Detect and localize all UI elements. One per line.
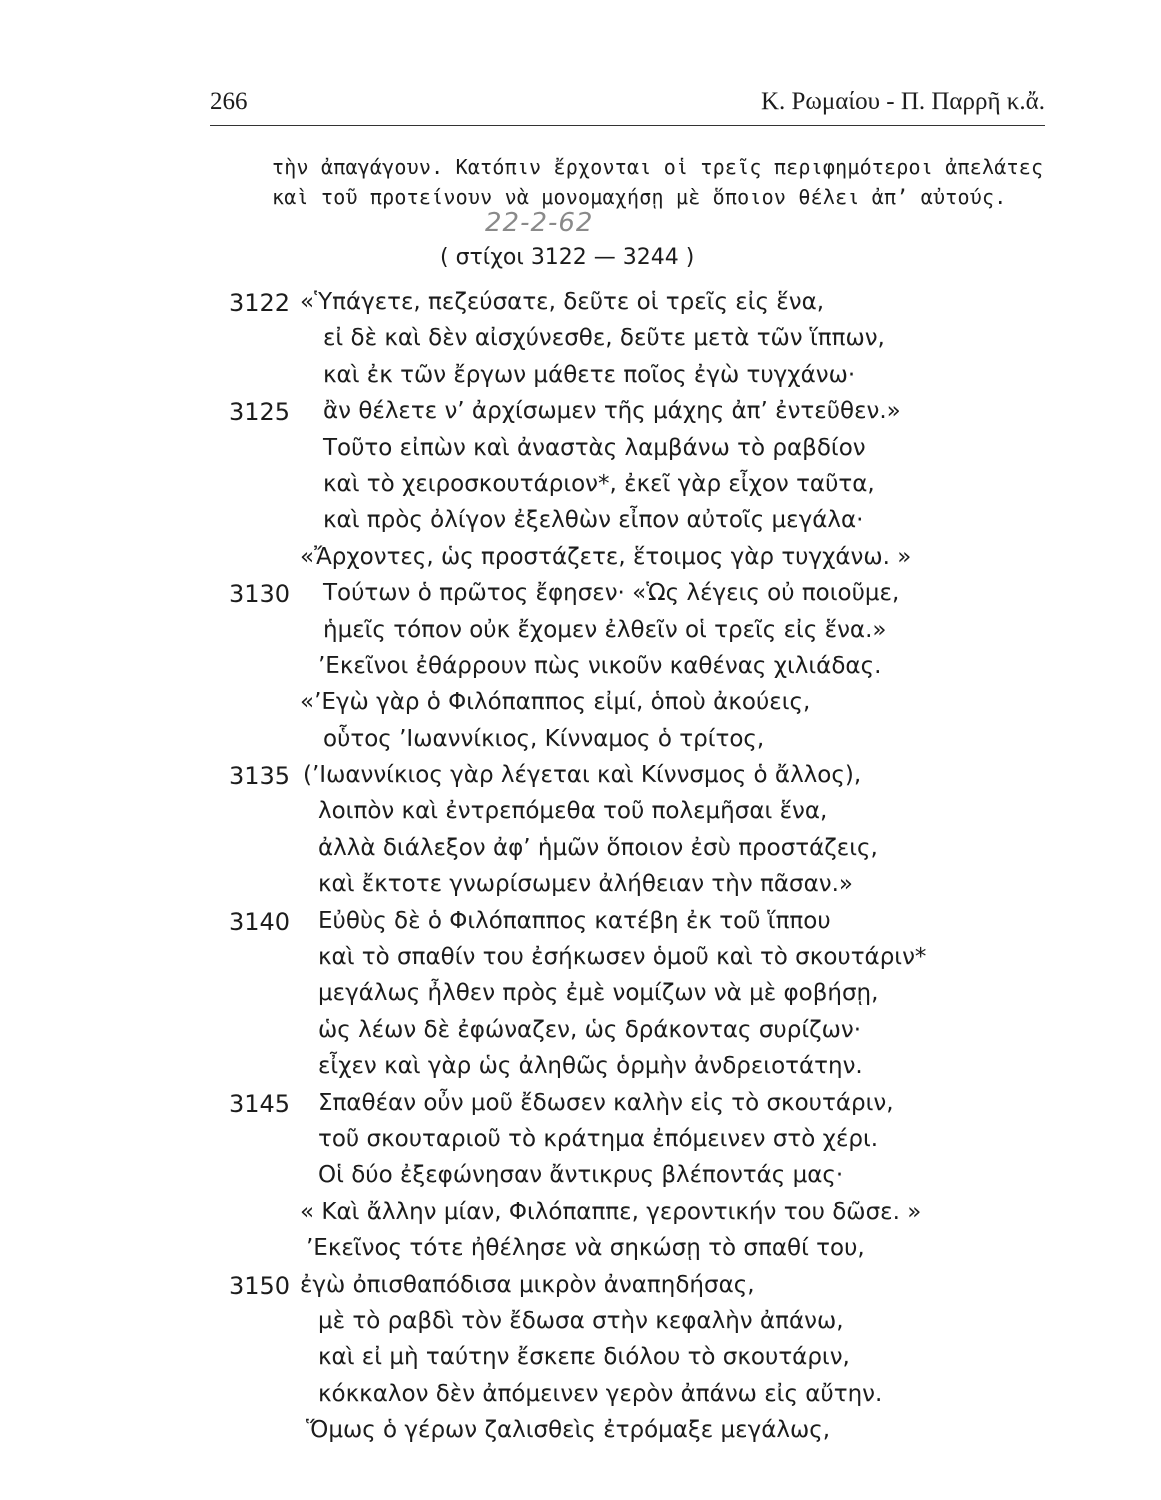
page-header	[210, 88, 1045, 124]
verse-text: ἂν θέλετε ν’ ἀρχίσωμεν τῆς μάχης ἀπ’ ἐντεῦθεν.»	[323, 398, 901, 425]
verse-text: λοιπὸν καὶ ἐντρεπόμεθα τοῦ πολεμῆσαι ἕνα,	[318, 798, 828, 825]
verse-text: ἀλλὰ διάλεξον ἀφ’ ἡμῶν ὅποιον ἐσὺ προστάζεις,	[318, 834, 878, 861]
verse-text: μεγάλως ἦλθεν πρὸς ἐμὲ νομίζων νὰ μὲ φοβήσῃ,	[318, 980, 879, 1007]
line-number: 3145	[229, 1089, 291, 1118]
verse-line	[0, 544, 1161, 580]
verse-line	[0, 435, 1161, 471]
verse-line	[0, 325, 1161, 361]
verse-text: ὡς λέων δὲ ἐφώναζεν, ὡς δράκοντας συρίζων·	[318, 1016, 862, 1043]
page-number: 266	[210, 88, 248, 115]
verse-text: « Καὶ ἄλλην μίαν, Φιλόπαππε, γεροντικήν του δῶσε. »	[300, 1198, 922, 1225]
verse-line	[0, 507, 1161, 543]
verse-line	[0, 1053, 1161, 1089]
verse-line	[0, 798, 1161, 834]
verse-text: «Ὑπάγετε, πεζεύσατε, δεῦτε οἱ τρεῖς εἰς ἕνα,	[300, 289, 825, 315]
verse-text: καὶ εἰ μὴ ταύτην ἔσκεπε διόλου τὸ σκουτάριν,	[318, 1344, 850, 1371]
verse-text: εἶχεν καὶ γὰρ ὡς ἀληθῶς ὁρμὴν ἀνδρειοτάτην.	[318, 1053, 863, 1080]
intro-line: τὴν ἀπαγάγουν. Κατόπιν ἔρχονται οἱ τρεῖς περιφημότεροι ἀπελάτες	[272, 155, 1044, 179]
verse-text: καὶ τὸ σπαθίν του ἐσήκωσεν ὁμοῦ καὶ τὸ σκουτάριν*	[318, 944, 927, 971]
verse-text: Οἱ δύο ἐξεφώνησαν ἄντικρυς βλέποντάς μας·	[318, 1162, 844, 1189]
verse-text: ’Εκεῖνος τότε ἠθέλησε νὰ σηκώσῃ τὸ σπαθί του,	[306, 1235, 865, 1262]
verse-range-heading: ( στίχοι 3122 — 3244 )	[440, 245, 695, 270]
verse-text: τοῦ σκουταριοῦ τὸ κράτημα ἐπόμεινεν στὸ χέρι.	[318, 1125, 879, 1152]
verse-line	[0, 289, 1161, 325]
verse-line	[0, 1199, 1161, 1235]
verse-line	[0, 689, 1161, 725]
verse-text: μὲ τὸ ραβδὶ τὸν ἔδωσα στὴν κεφαλὴν ἀπάνω,	[318, 1307, 844, 1334]
verse-text: Τούτων ὁ πρῶτος ἔφησεν· «Ὡς λέγεις οὐ ποιοῦμε,	[323, 580, 900, 607]
verse-line	[0, 871, 1161, 907]
verse-line	[0, 1417, 1161, 1453]
verse-text: «Ἄρχοντες, ὡς προστάζετε, ἕτοιμος γὰρ τυγχάνω. »	[300, 543, 912, 570]
verse-line	[0, 908, 1161, 944]
poem-verses	[0, 289, 1161, 1454]
verse-line	[0, 1381, 1161, 1417]
verse-line	[0, 617, 1161, 653]
verse-text: (’Ιωαννίκιος γὰρ λέγεται καὶ Κίννσμος ὁ ἄλλος),	[303, 762, 862, 789]
verse-text: καὶ ἐκ τῶν ἔργων μάθετε ποῖος ἐγὼ τυγχάνω·	[323, 361, 856, 388]
verse-line	[0, 980, 1161, 1016]
verse-line	[0, 471, 1161, 507]
verse-text: καὶ τὸ χειροσκουτάριον*, ἐκεῖ γὰρ εἶχον ταῦτα,	[323, 470, 875, 497]
verse-text: καὶ πρὸς ὀλίγον ἐξελθὼν εἶπον αὐτοῖς μεγάλα·	[323, 507, 864, 534]
line-number: 3140	[229, 907, 291, 936]
verse-line	[0, 1272, 1161, 1308]
line-number: 3122	[229, 289, 291, 317]
verse-line	[0, 1308, 1161, 1344]
verse-text: Ὅμως ὁ γέρων ζαλισθεὶς ἐτρόμαξε μεγάλως,	[306, 1417, 831, 1444]
line-number: 3150	[229, 1271, 291, 1300]
verse-text: «’Εγὼ γὰρ ὁ Φιλόπαππος εἰμί, ὁποὺ ἀκούεις,	[300, 689, 811, 716]
line-number: 3125	[229, 398, 291, 427]
verse-text: Τοῦτο εἰπὼν καὶ ἀναστὰς λαμβάνω τὸ ραβδίον	[323, 434, 866, 461]
verse-line	[0, 835, 1161, 871]
handwritten-date-note: 22-2-62	[485, 208, 594, 238]
intro-line: καὶ τοῦ προτείνουν νὰ μονομαχήσῃ μὲ ὅποιον θέλει ἀπ’ αὐτούς.	[272, 185, 1007, 209]
verse-line	[0, 1126, 1161, 1162]
verse-text: ἐγὼ ὀπισθαπόδισα μικρὸν ἀναπηδήσας,	[300, 1271, 755, 1298]
verse-line	[0, 362, 1161, 398]
verse-line	[0, 1090, 1161, 1126]
intro-paragraph	[272, 152, 1044, 212]
verse-text: Εὐθὺς δὲ ὁ Φιλόπαππος κατέβη ἐκ τοῦ ἵππου	[318, 907, 831, 934]
verse-text: εἰ δὲ καὶ δὲν αἰσχύνεσθε, δεῦτε μετὰ τῶν ἵππων,	[323, 325, 885, 352]
header-rule	[210, 125, 1045, 126]
running-head-authors: Κ. Ρωμαίου - Π. Παρρῆ κ.ἄ.	[760, 88, 1045, 115]
line-number: 3130	[229, 580, 291, 609]
verse-line	[0, 762, 1161, 798]
verse-line	[0, 1162, 1161, 1198]
verse-line	[0, 1017, 1161, 1053]
verse-text: κόκκαλον δὲν ἀπόμεινεν γερὸν ἀπάνω εἰς αὔτην.	[318, 1380, 883, 1407]
verse-line	[0, 944, 1161, 980]
verse-line	[0, 726, 1161, 762]
verse-line	[0, 580, 1161, 616]
verse-line	[0, 653, 1161, 689]
line-number: 3135	[229, 762, 291, 791]
verse-text: Σπαθέαν οὖν μοῦ ἔδωσεν καλὴν εἰς τὸ σκουτάριν,	[318, 1089, 894, 1116]
verse-text: ἡμεῖς τόπον οὐκ ἔχομεν ἐλθεῖν οἱ τρεῖς εἰς ἕνα.»	[323, 616, 887, 643]
verse-text: καὶ ἔκτοτε γνωρίσωμεν ἀλήθειαν τὴν πᾶσαν.»	[318, 871, 853, 898]
verse-line	[0, 1344, 1161, 1380]
verse-line	[0, 1235, 1161, 1271]
verse-text: οὗτος ’Ιωαννίκιος, Κίνναμος ὁ τρίτος,	[323, 725, 765, 752]
verse-line	[0, 398, 1161, 434]
verse-text: ’Εκεῖνοι ἐθάρρουν πὼς νικοῦν καθένας χιλιάδας.	[318, 652, 882, 679]
